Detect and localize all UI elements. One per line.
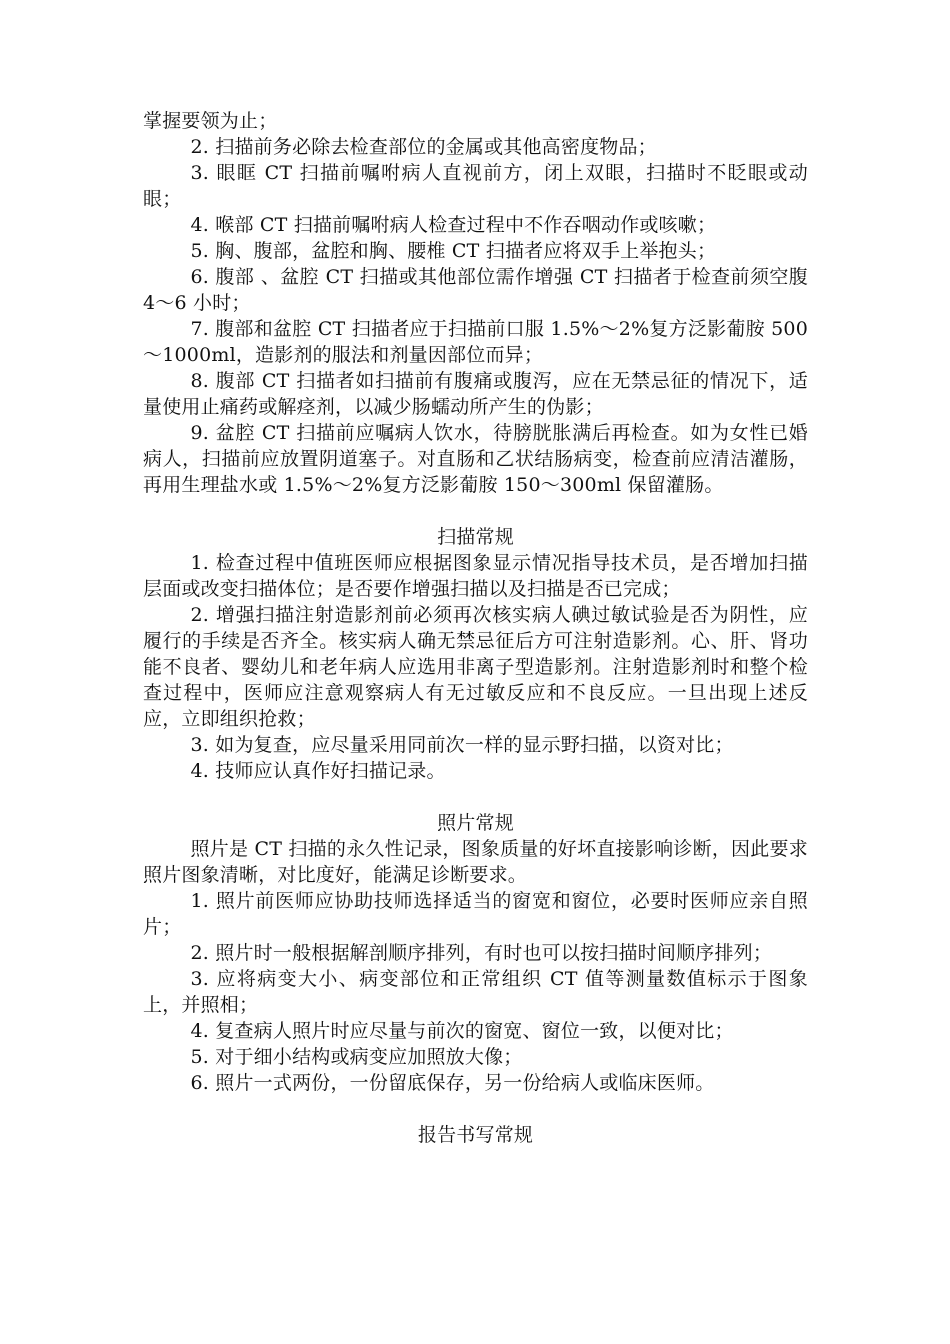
- photo-item-2: 2. 照片时一般根据解剖顺序排列，有时也可以按扫描时间顺序排列；: [190, 942, 773, 964]
- prep-item-6: 6. 腹部 、盆腔 CT 扫描或其他部位需作增强 CT 扫描者于检查前须空腹 4～6 小时；: [143, 266, 808, 314]
- prep-item-3: 3. 眼眶 CT 扫描前嘱咐病人直视前方，闭上双眼，扫描时不眨眼或动眼；: [143, 162, 808, 210]
- document-page: [143, 108, 808, 1148]
- photo-item-1: 1. 照片前医师应协助技师选择适当的窗宽和窗位，必要时医师应亲自照片；: [143, 890, 808, 938]
- scan-item-3: 3. 如为复查，应尽量采用同前次一样的显示野扫描，以资对比；: [190, 734, 734, 756]
- spacer: [143, 784, 808, 810]
- photo-intro: 照片是 CT 扫描的永久性记录，图象质量的好坏直接影响诊断，因此要求照片图象清晰，对比度好，能满足诊断要求。: [143, 838, 808, 886]
- continuation-text: 掌握要领为止；: [143, 110, 278, 132]
- prep-item-5: 5. 胸、腹部，盆腔和胸、腰椎 CT 扫描者应将双手上举抱头；: [190, 240, 717, 262]
- photo-item-6: 6. 照片一式两份，一份留底保存，另一份给病人或临床医师。: [190, 1072, 715, 1094]
- scan-item-4: 4. 技师应认真作好扫描记录。: [190, 760, 446, 782]
- prep-item-9: 9. 盆腔 CT 扫描前应嘱病人饮水，待膀胱胀满后再检查。如为女性已婚病人，扫描前应放置阴道塞子。对直肠和乙状结肠病变，检查前应清洁灌肠，再用生理盐水或 1.5%～2%复方泛影葡胺 150～300ml 保留灌肠。: [143, 422, 808, 496]
- section-heading-report: 报告书写常规: [417, 1124, 534, 1146]
- prep-item-8: 8. 腹部 CT 扫描者如扫描前有腹痛或腹泻，应在无禁忌征的情况下，适量使用止痛药或解痉剂，以减少肠蠕动所产生的伪影；: [143, 370, 808, 418]
- scan-item-2: 2. 增强扫描注射造影剂前必须再次核实病人碘过敏试验是否为阴性，应履行的手续是否齐全。核实病人确无禁忌征后方可注射造影剂。心、肝、肾功能不良者、婴幼儿和老年病人应选用非离子型造影剂。注射造影剂时和整个检查过程中，医师应注意观察病人有无过敏反应和不良反应。一旦出现上述反应，立即组织抢救；: [143, 604, 808, 730]
- photo-item-5: 5. 对于细小结构或病变应加照放大像；: [190, 1046, 523, 1068]
- prep-item-2: 2. 扫描前务必除去检查部位的金属或其他高密度物品；: [190, 136, 657, 158]
- photo-item-4: 4. 复查病人照片时应尽量与前次的窗宽、窗位一致，以便对比；: [190, 1020, 734, 1042]
- prep-item-4: 4. 喉部 CT 扫描前嘱咐病人检查过程中不作吞咽动作或咳嗽；: [190, 214, 717, 236]
- section-heading-photo: 照片常规: [437, 812, 514, 834]
- scan-item-1: 1. 检查过程中值班医师应根据图象显示情况指导技术员，是否增加扫描层面或改变扫描体位；是否要作增强扫描以及扫描是否已完成；: [143, 552, 808, 600]
- photo-item-3: 3. 应将病变大小、病变部位和正常组织 CT 值等测量数值标示于图象上，并照相；: [143, 968, 808, 1016]
- spacer: [143, 1096, 808, 1122]
- spacer: [143, 498, 808, 524]
- section-heading-scan: 扫描常规: [437, 526, 514, 548]
- prep-item-7: 7. 腹部和盆腔 CT 扫描者应于扫描前口服 1.5%～2%复方泛影葡胺 500～1000ml，造影剂的服法和剂量因部位而异；: [143, 318, 808, 366]
